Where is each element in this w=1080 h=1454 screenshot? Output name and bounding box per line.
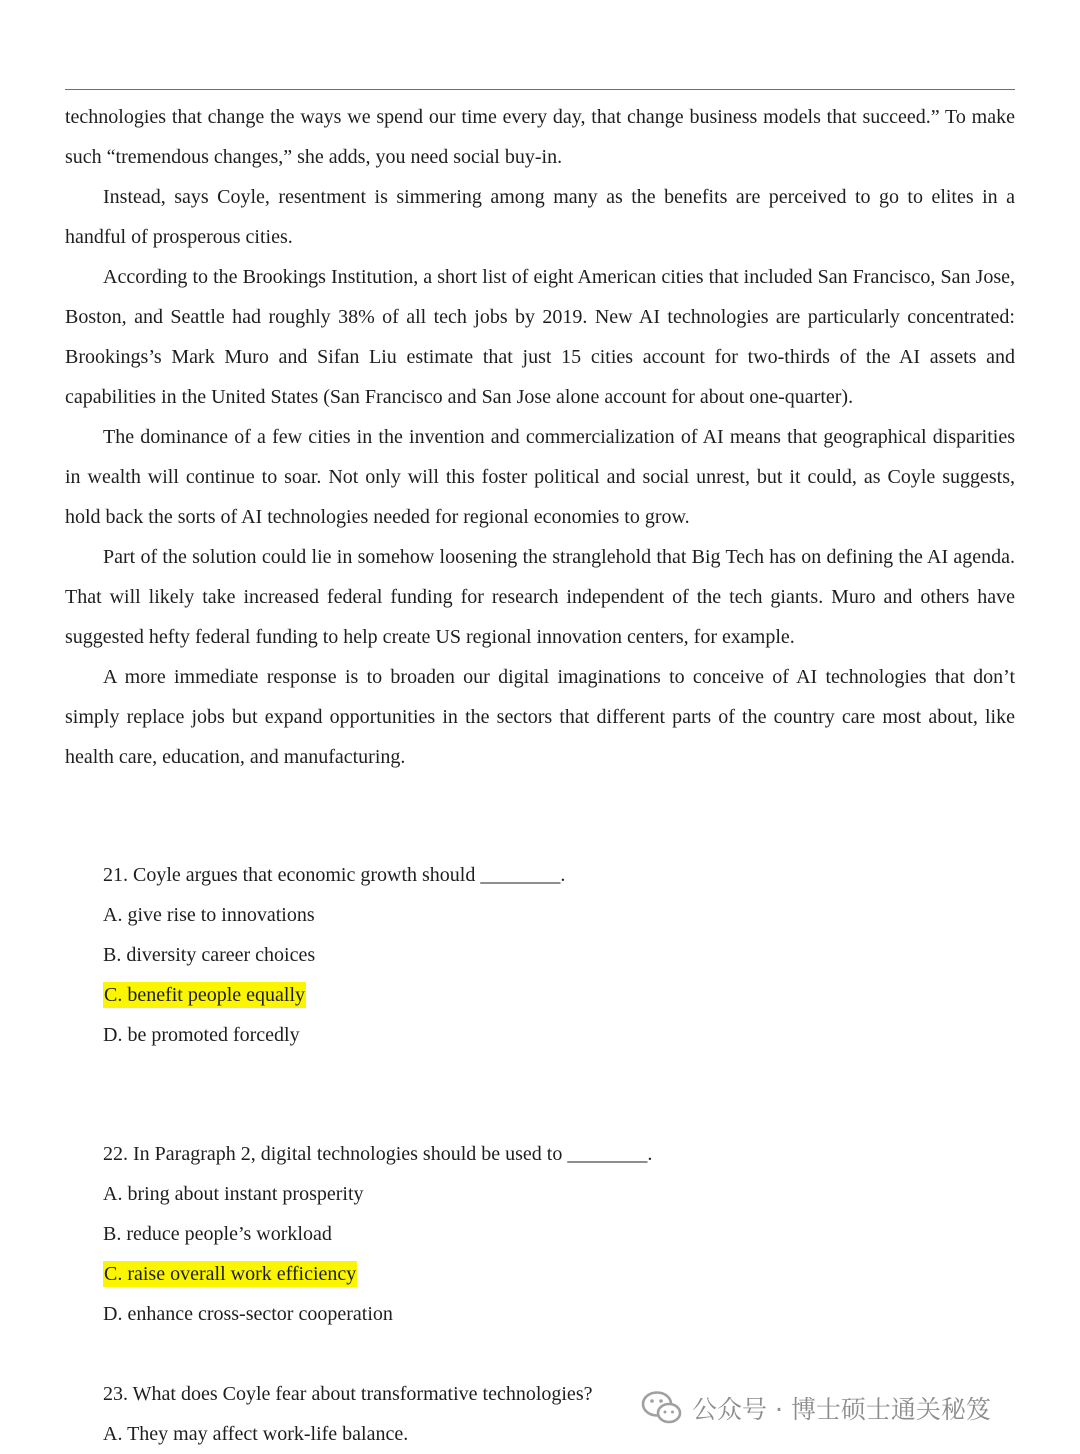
passage-paragraph-6: A more immediate response is to broaden our digital imaginations to conceive of AI technologies that don’t simply replace jobs but expand opportunities in the sectors that different parts of the country care most about, like health care, education, and manufacturing. <box>65 666 1015 768</box>
option-c-highlighted: C. benefit people equally <box>104 984 306 1006</box>
question-23 <box>103 1374 592 1454</box>
question-stem: 23. What does Coyle fear about transformative technologies? <box>103 1383 593 1405</box>
watermark-text: 公众号 · 博士硕士通关秘笈 <box>692 1395 991 1424</box>
option-a: A. They may affect work-life balance. <box>103 1423 409 1445</box>
passage-paragraph-3: According to the Brookings Institution, a short list of eight American cities that included San Francisco, San Jose, Boston, and Seattle had roughly 38% of all tech jobs by 2019. New AI technologies are particularly concentrated: Brookings’s Mark Muro and Sifan Liu estimate that just 15 cities account for two-thirds of the AI assets and capabilities in the United States (San Francisco and San Jose alone account for about one-quarter). <box>65 266 1015 408</box>
option-d: D. be promoted forcedly <box>103 1024 300 1046</box>
reading-passage <box>65 97 1015 777</box>
passage-paragraph-1: technologies that change the ways we spend our time every day, that change business models that succeed.” To make such “tremendous changes,” she adds, you need social buy-in. <box>65 106 1015 168</box>
option-b: B. reduce people’s workload <box>103 1223 332 1245</box>
option-d: D. enhance cross-sector cooperation <box>103 1303 393 1325</box>
option-a: A. give rise to innovations <box>103 904 315 926</box>
passage-paragraph-4: The dominance of a few cities in the invention and commercialization of AI means that geographical disparities in wealth will continue to soar. Not only will this foster political and social unrest, but it could, as Coyle suggests, hold back the sorts of AI technologies needed for regional economies to grow. <box>65 426 1015 528</box>
question-21 <box>103 855 565 1055</box>
header-rule <box>65 89 1015 90</box>
passage-paragraph-2: Instead, says Coyle, resentment is simmering among many as the benefits are perceived to go to elites in a handful of prosperous cities. <box>65 186 1015 248</box>
option-b: B. diversity career choices <box>103 944 316 966</box>
option-a: A. bring about instant prosperity <box>103 1183 364 1205</box>
watermark <box>640 1386 991 1430</box>
option-c-highlighted: C. raise overall work efficiency <box>104 1263 357 1285</box>
wechat-icon <box>640 1388 684 1428</box>
passage-paragraph-5: Part of the solution could lie in somehow loosening the stranglehold that Big Tech has on defining the AI agenda. That will likely take increased federal funding for research independent of the tech giants. Muro and others have suggested hefty federal funding to help create US regional innovation centers, for example. <box>65 546 1015 648</box>
question-stem: 22. In Paragraph 2, digital technologies should be used to ________. <box>103 1143 653 1165</box>
question-stem: 21. Coyle argues that economic growth should ________. <box>103 864 566 886</box>
question-22 <box>103 1134 652 1334</box>
